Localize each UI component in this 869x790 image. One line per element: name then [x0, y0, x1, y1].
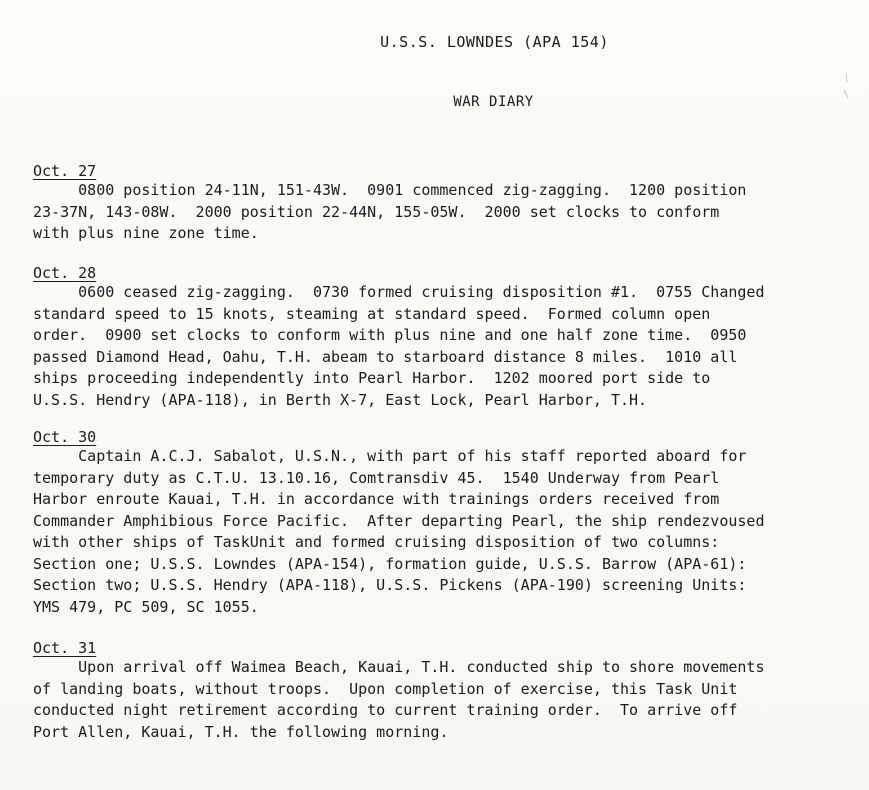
diary-entry-oct-27: [33, 161, 833, 245]
entry-line: Section one; U.S.S. Lowndes (APA-154), formation guide, U.S.S. Barrow (APA-61):: [33, 554, 747, 573]
entry-line: with plus nine zone time.: [33, 224, 259, 242]
entry-line: Port Allen, Kauai, T.H. the following morning.: [33, 722, 449, 741]
entry-line: Commander Amphibious Force Pacific. After departing Pearl, the ship rendezvoused: [33, 511, 765, 530]
entry-line: standard speed to 15 knots, steaming at standard speed. Formed column open: [33, 304, 711, 323]
entry-line: Section two; U.S.S. Hendry (APA-118), U.S.S. Pickens (APA-190) screening Units:: [33, 576, 747, 594]
diary-entry-oct-30: [33, 427, 833, 618]
entry-line: Captain A.C.J. Sabalot, U.S.N., with part of his staff reported aboard for: [33, 447, 747, 465]
entry-date: Oct. 27: [33, 162, 97, 180]
entry-line: 0800 position 24-11N, 151-43W. 0901 commenced zig-zagging. 1200 position: [33, 181, 747, 199]
entry-body: [33, 282, 833, 411]
margin-mark-icon: [841, 72, 851, 100]
ship-heading: U.S.S. LOWNDES (APA 154): [380, 33, 609, 51]
entry-line: Upon arrival off Waimea Beach, Kauai, T.H. conducted ship to shore movements: [33, 658, 765, 676]
entry-line: 0600 ceased zig-zagging. 0730 formed cruising disposition #1. 0755 Changed: [33, 283, 765, 301]
entry-line: with other ships of TaskUnit and formed cruising disposition of two columns:: [33, 533, 720, 551]
document-title: WAR DIARY: [453, 94, 534, 110]
entry-date: Oct. 28: [33, 264, 97, 282]
diary-entry-oct-28: [33, 263, 833, 411]
entry-date: Oct. 30: [33, 428, 97, 446]
diary-entry-oct-31: [33, 638, 833, 743]
entry-line: of landing boats, without troops. Upon completion of exercise, this Task Unit: [33, 679, 738, 698]
entry-line: temporary duty as C.T.U. 13.10.16, Comtransdiv 45. 1540 Underway from Pearl: [33, 468, 720, 487]
entry-line: ships proceeding independently into Pearl Harbor. 1202 moored port side to: [33, 369, 711, 387]
entry-line: 23-37N, 143-08W. 2000 position 22-44N, 155-05W. 2000 set clocks to conform: [33, 202, 720, 221]
entry-body: [33, 180, 833, 245]
entry-date: Oct. 31: [33, 639, 97, 657]
entry-line: U.S.S. Hendry (APA-118), in Berth X-7, East Lock, Pearl Harbor, T.H.: [33, 390, 648, 409]
entry-line: Harbor enroute Kauai, T.H. in accordance with trainings orders received from: [33, 490, 720, 508]
entry-line: conducted night retirement according to current training order. To arrive off: [33, 701, 738, 719]
entry-body: [33, 657, 833, 743]
entry-line: order. 0900 set clocks to conform with plus nine and one half zone time. 0950: [33, 326, 747, 344]
entry-body: [33, 446, 833, 618]
entry-line: YMS 479, PC 509, SC 1055.: [33, 597, 259, 616]
entry-line: passed Diamond Head, Oahu, T.H. abeam to starboard distance 8 miles. 1010 all: [33, 347, 738, 366]
